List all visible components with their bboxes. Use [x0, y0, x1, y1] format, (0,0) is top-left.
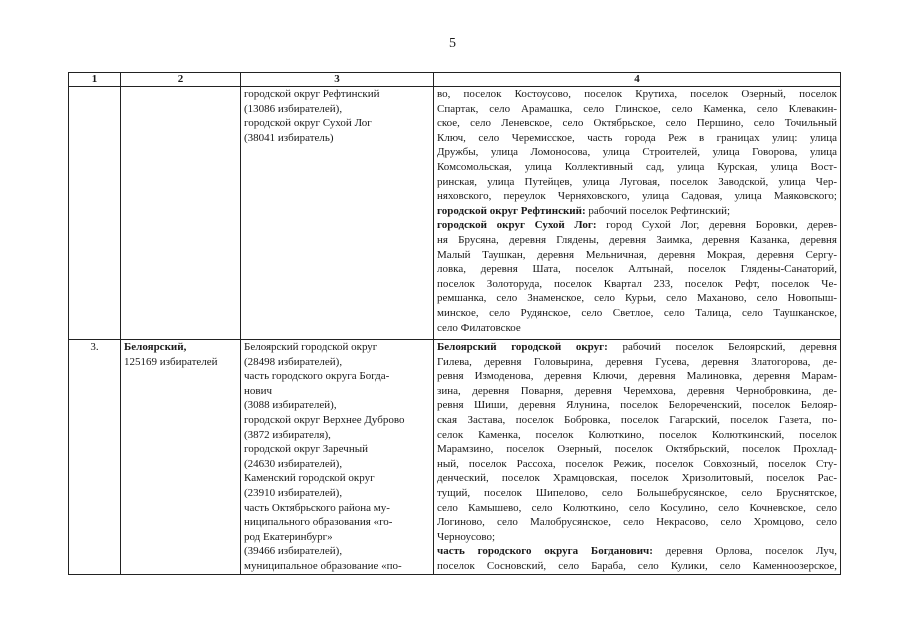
- settlement-line: ный, поселок Рассоха, поселок Режик, поселок Совхозный, поселок Сту-: [437, 457, 837, 470]
- settlements-cell: [434, 340, 841, 575]
- header-col-4: 4: [434, 73, 841, 87]
- settlement-text: город Сухой Лог, деревня Боровки, дерев-: [596, 219, 837, 232]
- header-col-2: 2: [121, 73, 241, 87]
- municipality-heading: Белоярский городской округ:: [437, 341, 608, 353]
- settlement-line: во, поселок Костоусово, поселок Крутиха, поселок Озерный, поселок: [437, 88, 837, 100]
- settlement-line: Черноусово;: [437, 530, 496, 543]
- municipality-line: (24630 избирателей),: [244, 457, 343, 470]
- settlement-line: Малый Таушкан, деревня Мельничная, деревня Мокрая, деревня Сергу-: [437, 248, 837, 261]
- municipality-line: нович: [244, 384, 272, 397]
- settlement-line: селок Каменка, поселок Колюткино, поселок Колюткинский, поселок: [437, 428, 837, 441]
- settlement-line: ревня Измоденова, деревня Ключи, деревня Малиновка, деревня Марам-: [437, 370, 837, 383]
- table-row-continuation: [69, 87, 841, 340]
- table-header-row: [69, 73, 841, 87]
- settlement-line: ремшанка, село Знаменское, село Курьи, село Маханово, село Новопыш-: [437, 292, 837, 305]
- settlement-line: Марамзино, поселок Озерный, поселок Октябрьский, поселок Прохлад-: [437, 443, 837, 456]
- municipality-heading: часть городского округа Богданович:: [437, 545, 653, 558]
- settlement-line: Логиново, село Малобрусянское, село Некрасово, село Хромцово, село: [437, 516, 837, 529]
- settlement-line: ловка, деревня Шата, поселок Алтынай, поселок Глядены-Санаторий,: [437, 263, 837, 276]
- municipality-line: ниципального образования «го-: [244, 516, 393, 529]
- municipality-line: (39466 избирателей),: [244, 545, 343, 558]
- municipalities-cell: [241, 340, 434, 575]
- district-cell: [121, 87, 241, 340]
- municipality-line: городской округ Сухой Лог: [244, 117, 372, 130]
- district-name-text: Белоярский,: [124, 341, 187, 353]
- municipality-line: (38041 избиратель): [244, 131, 334, 144]
- municipality-line: городской округ Рефтинский: [244, 88, 380, 100]
- municipality-line: (28498 избирателей),: [244, 355, 343, 368]
- district-name: [124, 340, 237, 355]
- municipality-heading: городской округ Рефтинский:: [437, 204, 586, 217]
- settlement-line: ня Брусяна, деревня Глядены, деревня Заимка, деревня Казанка, деревня: [437, 233, 837, 246]
- settlement-line: Комсомольская, улица Коллективный сад, улица Курская, улица Вост-: [437, 160, 837, 173]
- municipality-line: род Екатеринбург»: [244, 530, 333, 543]
- settlement-line: минское, село Рудянское, село Светлое, село Талица, село Таушканское,: [437, 306, 837, 319]
- municipality-line: городской округ Заречный: [244, 443, 368, 456]
- page-number: 5: [449, 36, 456, 51]
- settlement-line: поселок Сосновский, село Бараба, село Кулики, село Каменноозерское,: [437, 559, 837, 572]
- municipality-line: Белоярский городской округ: [244, 341, 378, 353]
- settlement-line: Ключ, село Черемисское, часть города Реж в границах улиц: улица: [437, 131, 837, 144]
- municipality-line: (23910 избирателей),: [244, 486, 343, 499]
- settlement-line: ское, село Леневское, село Октябрьское, село Першино, село Точильный: [437, 117, 837, 130]
- settlement-line: ская Застава, поселок Бобровка, поселок Гагарский, поселок Газета, по-: [437, 413, 837, 426]
- row-number-cell: 3.: [69, 340, 121, 575]
- municipality-line: (3872 избирателя),: [244, 428, 331, 441]
- settlement-text: рабочий поселок Белоярский, деревня: [607, 341, 837, 353]
- settlement-line: ревня Шиши, деревня Ялунина, поселок Белореченский, поселок Белояр-: [437, 399, 837, 412]
- settlement-line: ринская, улица Путейцев, улица Луговая, поселок Заводской, улица Чер-: [437, 175, 837, 188]
- settlement-line: поселок Золоторуда, поселок Квартал 233, поселок Рефт, поселок Че-: [437, 277, 837, 290]
- district-voters: 125169 избирателей: [124, 355, 218, 368]
- municipality-line: городской округ Верхнее Дуброво: [244, 413, 405, 426]
- municipality-line: Каменский городской округ: [244, 472, 375, 485]
- settlement-line: денческий, поселок Храмцовская, поселок Хризолитовый, поселок Рас-: [437, 472, 837, 485]
- settlement-line: село Филатовское: [437, 321, 521, 334]
- settlement-line: няховского, переулок Черняховского, улица Садовая, улица Маяковского;: [437, 190, 837, 203]
- municipality-heading: городской округ Сухой Лог:: [437, 219, 597, 232]
- settlement-line: Спартак, село Арамашка, село Глинское, село Каменка, село Клевакин-: [437, 102, 837, 115]
- header-col-3: 3: [241, 73, 434, 87]
- header-col-1: 1: [69, 73, 121, 87]
- settlement-line: [437, 218, 837, 233]
- district-cell: [121, 340, 241, 575]
- settlement-text: деревня Орлова, поселок Луч,: [652, 545, 837, 558]
- settlement-line: [437, 544, 837, 559]
- settlement-line: [437, 340, 837, 355]
- table-row-3: [69, 340, 841, 575]
- settlement-line: тущий, поселок Шипелово, село Большебрусянское, село Бруснятское,: [437, 486, 837, 499]
- settlement-line: село Камышево, село Колюткино, село Косулино, село Кочневское, село: [437, 501, 837, 514]
- row-number-cell: [69, 87, 121, 340]
- settlement-line: Гилева, деревня Головырина, деревня Гусева, деревня Златогорова, де-: [437, 355, 837, 368]
- municipality-line: муниципальное образование «по-: [244, 559, 402, 572]
- settlements-cell: [434, 87, 841, 340]
- settlement-text: рабочий поселок Рефтинский;: [585, 204, 731, 217]
- municipality-line: часть Октябрьского района му-: [244, 501, 390, 514]
- settlement-line: Дружбы, улица Ломоносова, улица Строителей, улица Говорова, улица: [437, 146, 837, 159]
- districts-table: [68, 72, 841, 575]
- municipalities-cell: [241, 87, 434, 340]
- settlement-line: зина, деревня Поварня, деревня Черемхова, деревня Чернобровкина, де-: [437, 384, 837, 397]
- municipality-line: (3088 избирателей),: [244, 399, 337, 412]
- settlement-line: [437, 204, 837, 219]
- municipality-line: часть городского округа Богда-: [244, 370, 390, 383]
- municipality-line: (13086 избирателей),: [244, 102, 343, 115]
